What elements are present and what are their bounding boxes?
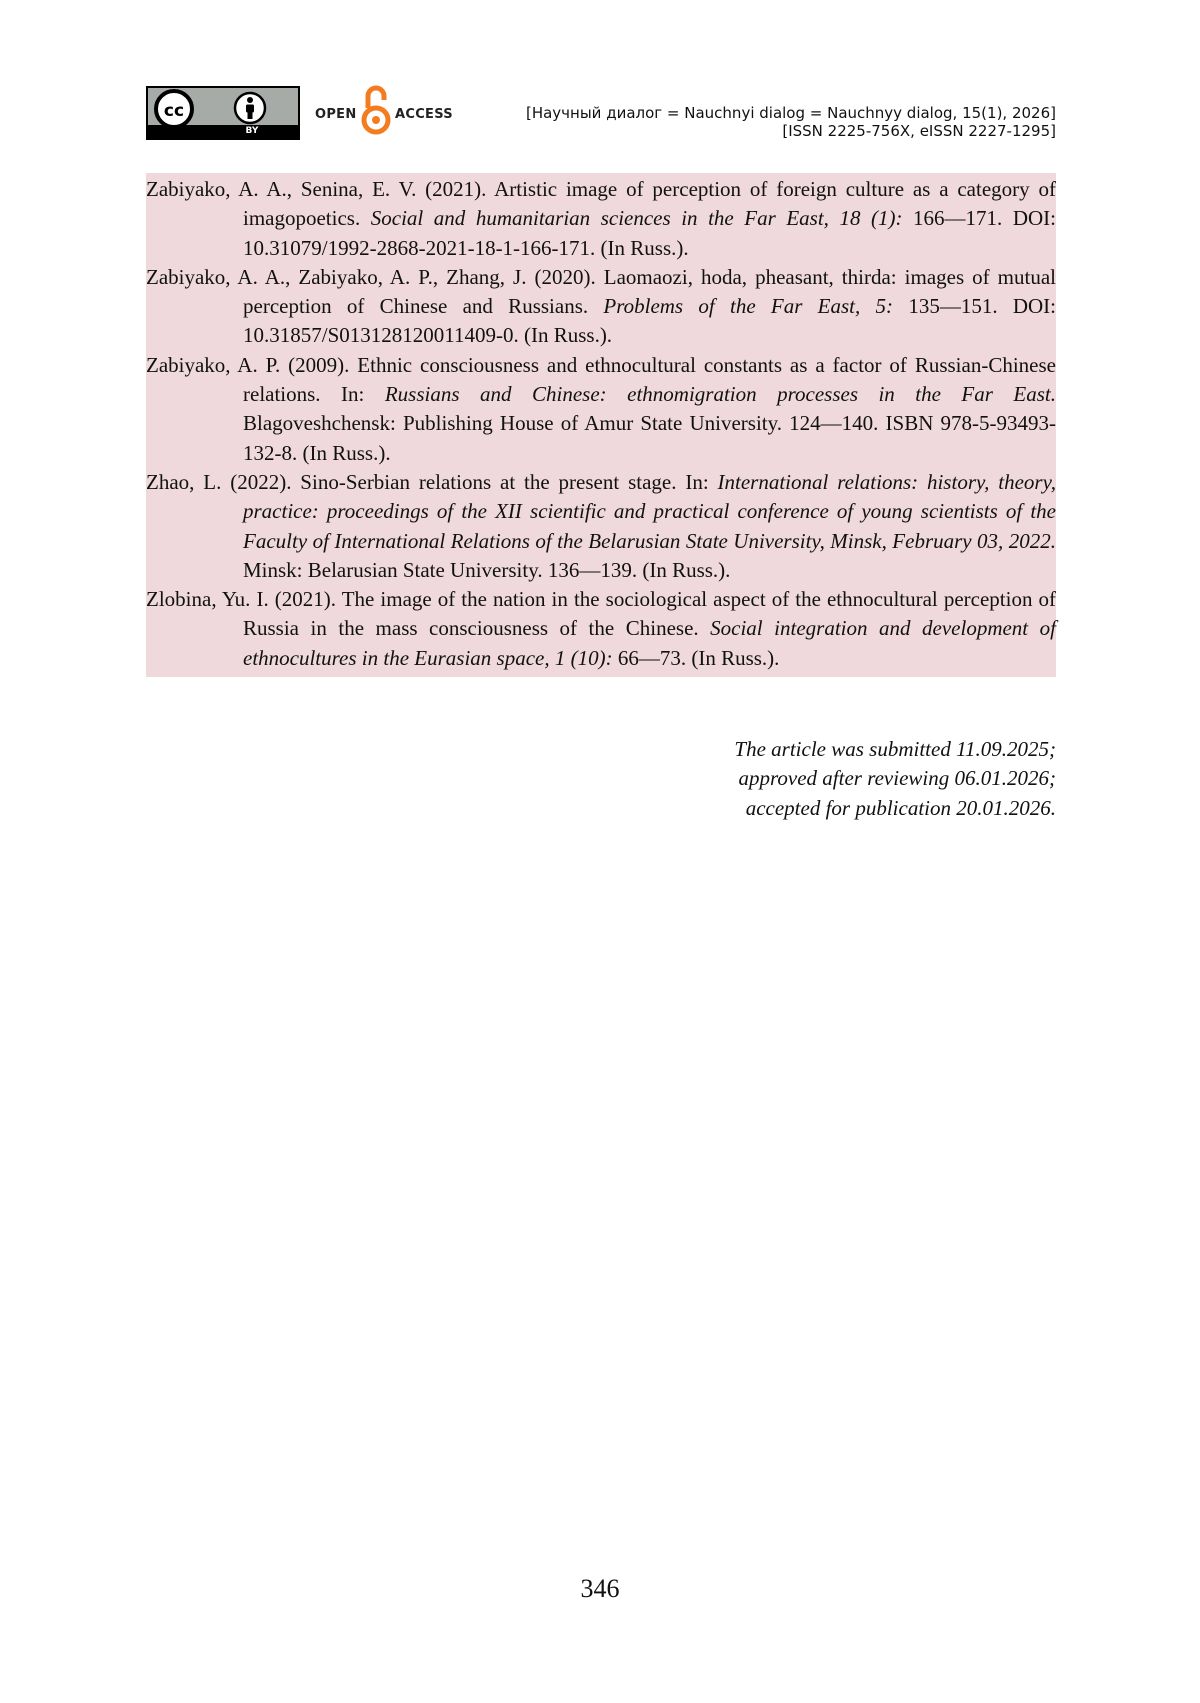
submitted-date: The article was submitted 11.09.2025; (734, 737, 1056, 761)
reference-text: Zlobina, Yu. I. (2021). The image of the nation in the sociological aspect of the ethnocultural perception of Russia in the mass consciousness of the Chinese. (146, 587, 1056, 641)
reference-text: Zabiyako, A. P. (2009). Ethnic consciousness and ethnocultural constants as a factor of Russian-Chinese relations. In: (146, 352, 1056, 407)
attribution-person-icon (233, 91, 267, 125)
reference-details: 66—73. (In Russ.). (612, 645, 780, 670)
reference-item (146, 585, 1056, 673)
open-access-lock-icon (361, 84, 391, 138)
reference-source: Russians and Chinese: ethnomigration processes in the Far East. (384, 382, 1056, 407)
reference-text: Zabiyako, A. A., Zabiyako, A. P., Zhang, J. (2020). Laomaozi, hoda, pheasant, thirda: images of mutual perception of Chinese and Russians. (146, 264, 1056, 319)
reference-text: Zhao, L. (2022). Sino-Serbian relations at the present stage. In: (146, 469, 718, 494)
reference-source: International relations: history, theory, practice: proceedings of the XII scientific and practical conference of young scientists of the Faculty of International Relations of the Belarusian State University, Minsk, February 03, 2022. (243, 469, 1057, 553)
license-by-label: BY (245, 126, 259, 136)
license-strip (148, 125, 298, 138)
reference-item (146, 351, 1056, 468)
reference-source: Problems of the Far East, 5: (603, 294, 894, 319)
reference-source: Social integration and development of ethnocultures in the Eurasian space, 1 (10): (243, 616, 1056, 670)
svg-text:cc: cc (163, 101, 185, 121)
journal-issn: [ISSN 2225-756X, eISSN 2227-1295] (782, 122, 1056, 140)
reference-list (146, 173, 1056, 677)
reference-item (146, 175, 1056, 263)
reference-details: Minsk: Belarusian State University. 136—139. (In Russ.). (243, 557, 731, 582)
reference-details: Blagoveshchensk: Publishing House of Amur State University. 124—140. ISBN 978-5-93493-132-8. (In Russ.). (243, 411, 1056, 465)
reference-text: Zabiyako, A. A., Senina, E. V. (2021). Artistic image of perception of foreign culture as a category of imagopoetics. (146, 177, 1056, 231)
approved-date: approved after reviewing 06.01.2026; (738, 766, 1056, 791)
reference-item (146, 263, 1056, 351)
page-header (146, 84, 1056, 144)
journal-info (526, 104, 1056, 140)
reference-details: 135—151. DOI: 10.31857/S013128120011409-0. (In Russ.). (243, 294, 1056, 348)
open-access-access-label: ACCESS (395, 107, 453, 122)
reference-source: Social and humanitarian sciences in the Far East, 18 (1): (370, 206, 903, 231)
article-dates (734, 735, 1056, 823)
cc-by-license-badge[interactable] (146, 86, 300, 140)
journal-citation: [Научный диалог = Nauchnyi dialog = Nauchnyy dialog, 15(1), 2026] (525, 104, 1056, 122)
open-access-logo (315, 84, 455, 140)
page-number: 346 (580, 1574, 620, 1603)
open-access-open-label: OPEN (315, 107, 357, 122)
accepted-date: accepted for publication 20.01.2026. (745, 795, 1056, 820)
reference-details: 166—171. DOI: 10.31079/1992-2868-2021-18-1-166-171. (In Russ.). (243, 206, 1056, 260)
reference-item (146, 468, 1056, 585)
